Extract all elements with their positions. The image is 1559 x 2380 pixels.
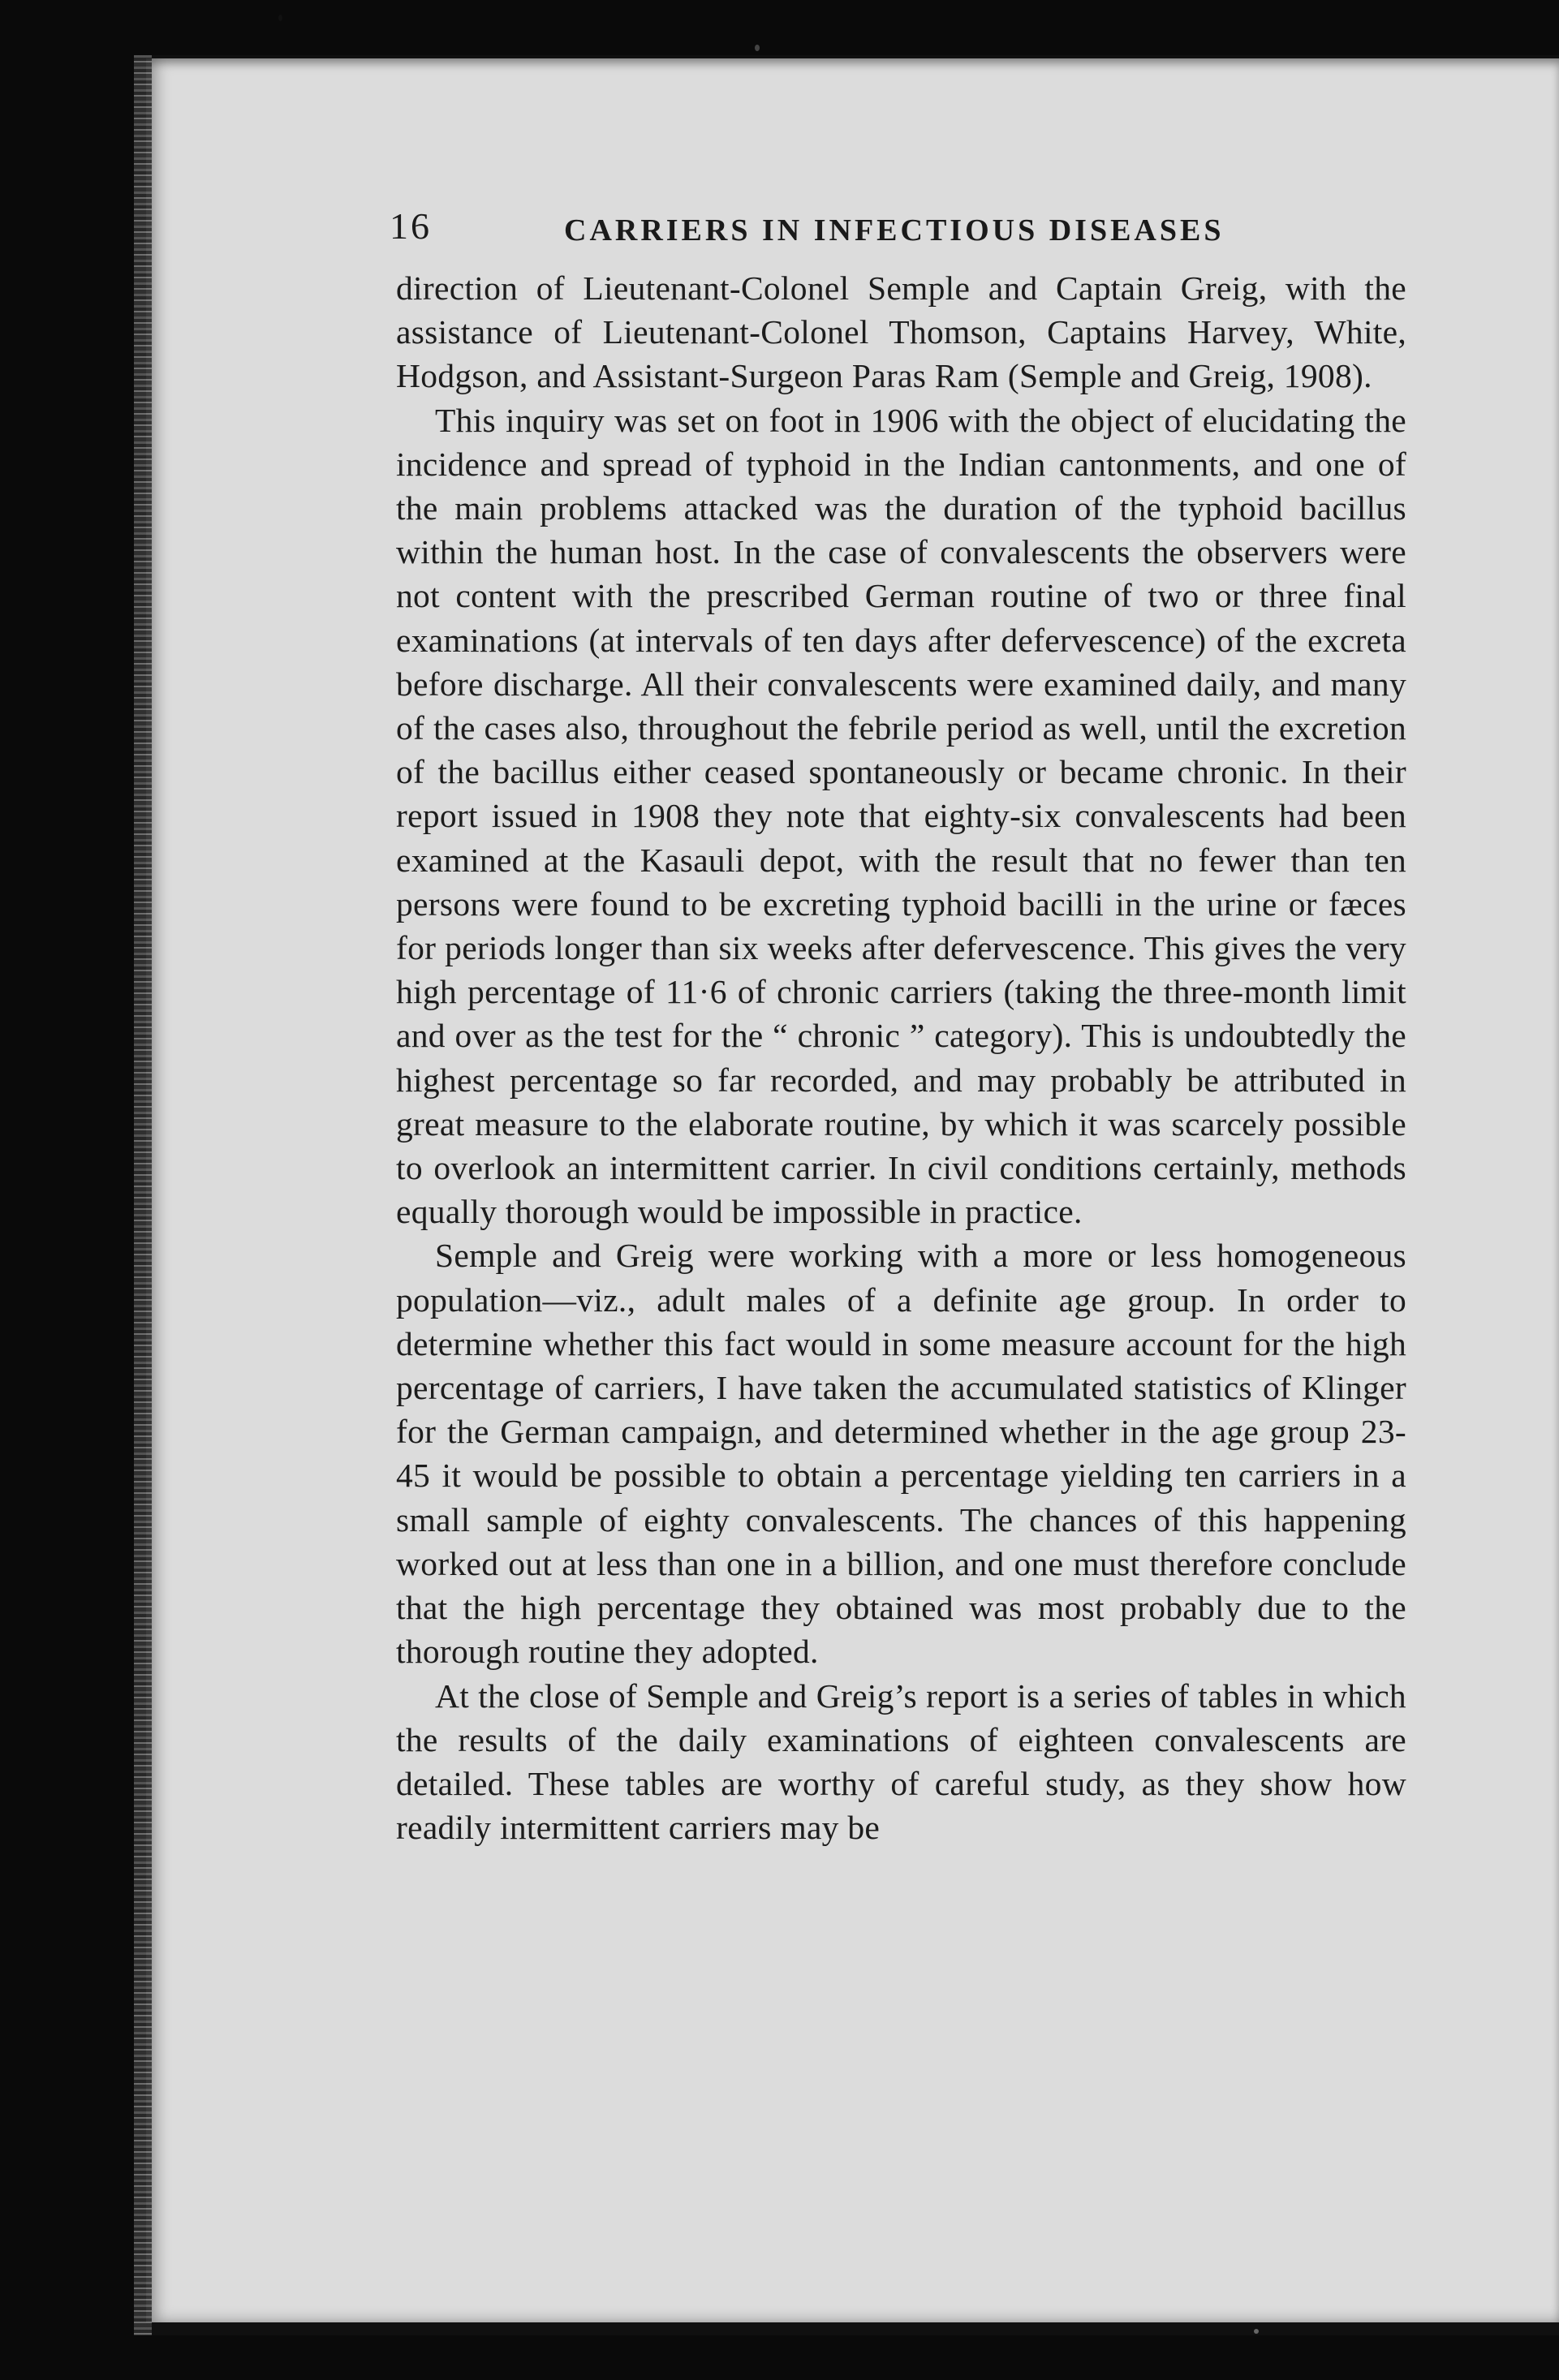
page-header <box>390 204 1404 256</box>
page-binding-edge <box>134 55 152 2335</box>
scan-speck <box>755 45 760 51</box>
paragraph-tables: At the close of Semple and Greig’s report is a series of tables in which the results of the daily examinations of eighteen convalescents are detailed. These tables are worthy of careful study, as they show how readily intermittent carriers may be <box>396 1676 1406 1847</box>
body-text <box>396 266 1406 1849</box>
paragraph-inquiry: This inquiry was set on foot in 1906 with the object of elucidating the incidence and spread of typhoid in the Indian cantonments, and one of the main problems attacked was the duration of the typhoid bacillus within the human host. In the case of convalescents the observers were not content with the prescribed German routine of two or three final examinations (at intervals of ten days after defervescence) of the excreta before discharge. All their convalescents were examined daily, and many of the cases also, throughout the febrile period as well, until the excretion of the bacillus either ceased spontaneously or became chronic. In their report issued in 1908 they note that eighty-six convalescents had been examined at the Kasauli depot, with the result that no fewer than ten persons were found to be excreting typhoid bacilli in the urine or fæces for periods longer than six weeks after defervescence. This gives the very high percentage of 11·6 of chronic carriers (taking the three-month limit and over as the test for the “ chronic ” category). This is undoubtedly the highest percentage so far recorded, and may probably be attributed in great measure to the elaborate routine, by which it was scarcely possible to overlook an intermittent carrier. In civil conditions certainly, methods equally thorough would be impossible in practice. <box>396 401 1406 1231</box>
page-number: 16 <box>390 205 432 247</box>
paragraph-population: Semple and Greig were working with a more or less homogeneous population—viz., adult males of a definite age group. In order to determine whether this fact would in some measure account for the high percentage of carriers, I have taken the accumulated statistics of Klinger for the German campaign, and determined whether in the age group 23-45 it would be possible to obtain a percentage yielding ten carriers in a small sample of eighty convalescents. The chances of this happening worked out at less than one in a billion, and one must therefore conclude that the high percentage they obtained was most probably due to the thorough routine they adopted. <box>396 1237 1406 1671</box>
scan-speck <box>278 15 282 21</box>
scan-speck <box>1254 2329 1259 2334</box>
paragraph-continuation: direction of Lieutenant-Colonel Semple and Captain Greig, with the assistance of Lieutenant-Colonel Thomson, Captains Harvey, White, Hodgson, and Assistant-Surgeon Paras Ram (Semple and Greig, 1908). <box>396 269 1406 395</box>
running-title: CARRIERS IN INFECTIOUS DISEASES <box>564 213 1225 247</box>
